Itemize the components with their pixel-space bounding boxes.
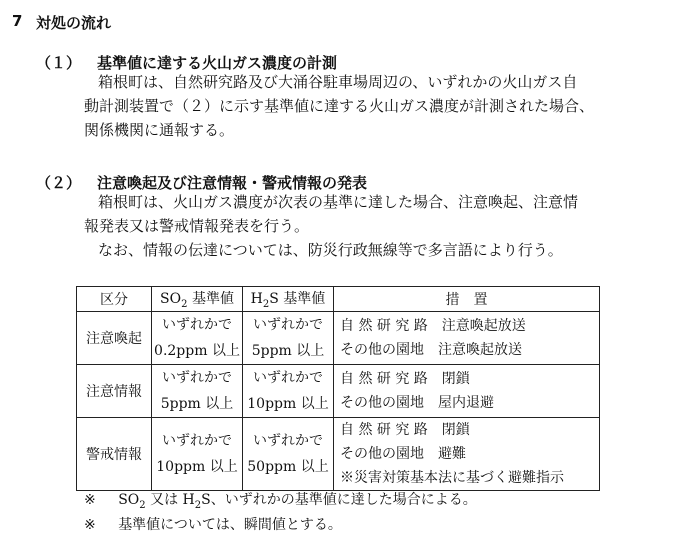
table-header-row	[77, 287, 600, 312]
row-measures	[334, 365, 600, 418]
row-measures	[334, 418, 600, 491]
table-row	[77, 312, 600, 365]
subsection-1-title: 基準値に達する火山ガス濃度の計測	[97, 54, 338, 72]
row-so2-line: 5ppm 以上	[160, 396, 234, 412]
table-row	[77, 418, 600, 491]
row-h2s-value	[243, 418, 334, 491]
header-so2	[152, 287, 243, 312]
row-so2-value	[152, 312, 243, 365]
row-h2s-line: 50ppm 以上	[247, 459, 329, 475]
header-so2-formula: SO	[160, 291, 182, 308]
header-category: 区分	[77, 287, 152, 312]
footnote-1-text: S、いずれかの基準値に達した場合による。	[201, 492, 477, 508]
footnote-1-so2: SO	[118, 492, 140, 508]
header-h2s	[243, 287, 334, 312]
subsection-2-title: 注意喚起及び注意情報・警戒情報の発表	[97, 174, 368, 192]
row-category: 警戒情報	[77, 418, 152, 491]
subsection-1-line-2: 動計測装置で（２）に示す基準値に達する火山ガス濃度が計測された場合、	[84, 97, 595, 115]
row-h2s-value	[243, 365, 334, 418]
criteria-table	[76, 286, 600, 491]
row-measure-line: 自 然 研 究 路 注意喚起放送	[340, 318, 526, 334]
table-row	[77, 365, 600, 418]
subsection-2-number: （２）	[36, 174, 82, 192]
row-so2-line: 0.2ppm 以上	[154, 343, 240, 359]
subsection-1-line-1: 箱根町は、自然研究路及び大涌谷駐車場周辺の、いずれかの火山ガス自	[98, 73, 578, 91]
subsection-1-line-3: 関係機関に通報する。	[84, 121, 235, 139]
row-so2-line: いずれかで	[162, 317, 232, 333]
row-so2-line: 10ppm 以上	[156, 459, 238, 475]
row-h2s-line: いずれかで	[253, 370, 323, 386]
row-measure-line: ※災害対策基本法に基づく避難指示	[340, 470, 564, 486]
footnote-2	[84, 514, 342, 534]
row-so2-value	[152, 365, 243, 418]
footnote-2-mark: ※	[84, 517, 96, 533]
header-so2-label: 基準値	[187, 291, 234, 308]
section-number: 7	[12, 12, 23, 30]
row-category: 注意喚起	[77, 312, 152, 365]
section-title: 対処の流れ	[36, 14, 112, 32]
row-measures	[334, 312, 600, 365]
row-h2s-line: いずれかで	[253, 317, 323, 333]
subsection-2-line-3: なお、情報の伝達については、防災行政無線等で多言語により行う。	[98, 241, 563, 259]
header-so2-subscript: 2	[181, 298, 188, 310]
row-measure-line: その他の園地 屋内退避	[340, 395, 494, 411]
header-measures: 措 置	[334, 287, 600, 312]
row-h2s-line: 10ppm 以上	[247, 396, 329, 412]
header-h2s-formula: H	[250, 291, 263, 308]
header-h2s-label: S 基準値	[269, 291, 326, 308]
subsection-1-number: （１）	[36, 54, 82, 72]
row-h2s-line: いずれかで	[253, 433, 323, 449]
header-h2s-subscript: 2	[262, 298, 270, 310]
footnote-1-mid: 又は H	[145, 492, 195, 508]
row-category: 注意情報	[77, 365, 152, 418]
footnote-1-mark: ※	[84, 492, 96, 508]
row-measure-line: その他の園地 避難	[340, 446, 466, 462]
footnote-1	[84, 489, 477, 511]
row-so2-line: いずれかで	[162, 370, 232, 386]
row-h2s-value	[243, 312, 334, 365]
row-measure-line: その他の園地 注意喚起放送	[340, 342, 522, 358]
row-measure-line: 自 然 研 究 路 閉鎖	[340, 371, 470, 387]
subsection-2-line-1: 箱根町は、火山ガス濃度が次表の基準に達した場合、注意喚起、注意情	[98, 193, 579, 211]
row-so2-line: いずれかで	[162, 433, 232, 449]
subsection-2-line-2: 報発表又は警戒情報発表を行う。	[84, 217, 310, 235]
row-measure-line: 自 然 研 究 路 閉鎖	[340, 422, 470, 438]
row-so2-value	[152, 418, 243, 491]
footnote-1-h2s-subscript: 2	[194, 499, 202, 511]
footnote-1-so2-subscript: 2	[139, 499, 146, 511]
footnote-2-text: 基準値については、瞬間値とする。	[118, 517, 342, 533]
row-h2s-line: 5ppm 以上	[251, 343, 325, 359]
